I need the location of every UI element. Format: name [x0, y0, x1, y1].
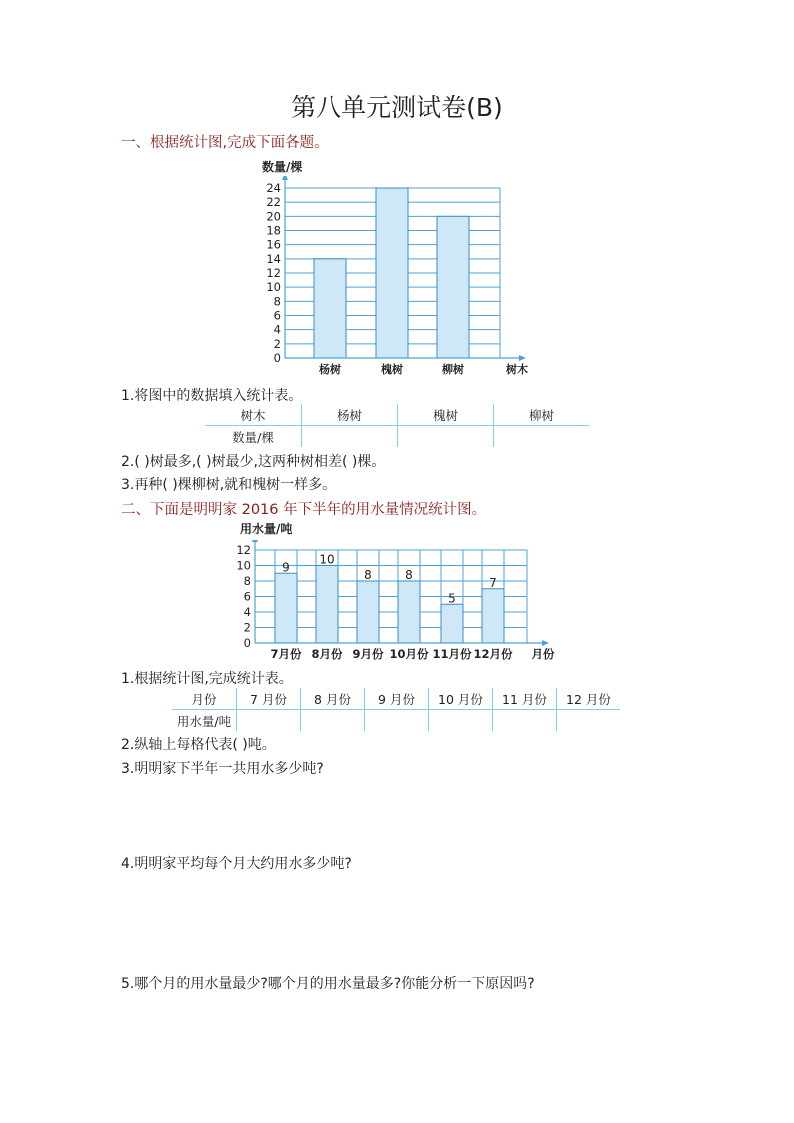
table2-cell-aug[interactable]: [301, 710, 365, 732]
data-label: 7: [489, 575, 497, 590]
table2-row-label: 用水量/吨: [176, 713, 232, 729]
bar: [357, 581, 379, 643]
table2-header-nov: 11 月份: [493, 688, 557, 710]
y-tick-label: 12: [266, 266, 281, 280]
bar: [275, 573, 297, 643]
y-tick-label: 14: [266, 251, 281, 266]
table2-header-aug: 8 月份: [301, 688, 365, 710]
data-label: 5: [448, 591, 456, 606]
table2-header-jul: 7 月份: [237, 688, 301, 710]
x-tick-label: 杨树: [319, 363, 341, 376]
x-axis-label: 月份: [531, 647, 555, 661]
x-axis-arrow: [542, 640, 549, 646]
table1-header-huai: 槐树: [398, 404, 494, 426]
p2-question-5: 5.哪个月的用水量最少?哪个月的用水量最多?你能分析一下原因吗?: [121, 976, 535, 992]
table2-cell-nov[interactable]: [493, 710, 557, 732]
table1-row-label: 数量/棵: [232, 429, 274, 445]
y-tick-label: 8: [273, 294, 281, 309]
data-label: 10: [319, 552, 335, 567]
p2-question-2: 2.纵轴上每格代表( )吨。: [121, 737, 276, 753]
p1-question-1: 1.将图中的数据填入统计表。: [121, 388, 303, 404]
y-tick-label: 4: [243, 605, 251, 619]
bar: [316, 566, 338, 644]
table2-header-oct: 10 月份: [429, 688, 493, 710]
y-tick-label: 2: [273, 336, 281, 351]
y-tick-label: 8: [243, 574, 251, 588]
table2-cell-jul[interactable]: [237, 710, 301, 732]
y-axis-arrow: [282, 176, 288, 180]
x-axis-arrow: [519, 355, 526, 361]
chart2-ylabel: 用水量/吨: [240, 522, 293, 536]
p2-question-4: 4.明明家平均每个月大约用水多少吨?: [121, 856, 352, 872]
p1-question-3: 3.再种( )棵柳树,就和槐树一样多。: [121, 477, 337, 493]
table2-cell-sep[interactable]: [365, 710, 429, 732]
x-tick-label: 12月份: [473, 647, 513, 661]
y-tick-label: 6: [243, 589, 251, 604]
section-1-heading: 一、根据统计图,完成下面各题。: [121, 135, 329, 151]
y-tick-label: 18: [266, 223, 281, 238]
y-tick-label: 20: [266, 209, 281, 224]
table1-cell-yang[interactable]: [302, 426, 398, 448]
water-usage-table: [172, 688, 620, 731]
y-tick-label: 12: [236, 543, 251, 557]
table1-cell-huai[interactable]: [398, 426, 494, 448]
tree-count-bar-chart: [255, 176, 545, 376]
bar: [482, 589, 504, 643]
y-tick-label: 10: [266, 280, 281, 295]
y-tick-label: 24: [266, 181, 281, 195]
p2-question-3: 3.明明家下半年一共用水多少吨?: [121, 761, 324, 777]
y-tick-label: 16: [266, 237, 281, 252]
bar: [398, 581, 420, 643]
bar: [376, 188, 408, 358]
data-label: 8: [364, 568, 372, 582]
water-usage-bar-chart: [230, 540, 570, 665]
table1-header-tree: 树木: [205, 404, 302, 426]
table2-cell-dec[interactable]: [557, 710, 621, 732]
p1-question-2: 2.( )树最多,( )树最少,这两种树相差( )棵。: [121, 454, 386, 470]
bar: [437, 216, 469, 358]
x-tick-label: 7月份: [270, 647, 302, 661]
y-tick-label: 2: [243, 620, 251, 635]
x-tick-label: 柳树: [442, 363, 464, 376]
page-title: 第八单元测试卷(B): [291, 93, 503, 122]
x-tick-label: 10月份: [389, 647, 429, 661]
x-tick-label: 11月份: [432, 647, 472, 661]
x-tick-label: 9月份: [352, 647, 384, 661]
table2-cell-oct[interactable]: [429, 710, 493, 732]
bar: [441, 604, 463, 643]
table1-header-yang: 杨树: [302, 404, 398, 426]
chart1-ylabel: 数量/棵: [262, 160, 303, 174]
y-tick-label: 22: [266, 195, 281, 210]
y-tick-label: 4: [273, 322, 281, 337]
x-axis-label: 树木: [506, 363, 528, 376]
y-tick-label: 6: [273, 308, 281, 323]
y-tick-label: 0: [243, 636, 251, 650]
p2-question-1: 1.根据统计图,完成统计表。: [121, 671, 293, 687]
table1-header-liu: 柳树: [494, 404, 590, 426]
data-label: 8: [405, 568, 413, 582]
tree-count-table: [205, 404, 589, 447]
x-tick-label: 槐树: [381, 363, 403, 376]
data-label: 9: [282, 560, 290, 575]
table2-header-month: 月份: [172, 688, 237, 710]
y-axis-arrow: [252, 540, 258, 542]
x-tick-label: 8月份: [311, 647, 343, 661]
table2-header-sep: 9 月份: [365, 688, 429, 710]
y-tick-label: 0: [273, 351, 281, 365]
section-2-heading: 二、下面是明明家 2016 年下半年的用水量情况统计图。: [121, 502, 487, 518]
y-tick-label: 10: [236, 558, 251, 573]
table1-cell-liu[interactable]: [494, 426, 590, 448]
table2-header-dec: 12 月份: [557, 688, 621, 710]
bar: [314, 259, 346, 358]
